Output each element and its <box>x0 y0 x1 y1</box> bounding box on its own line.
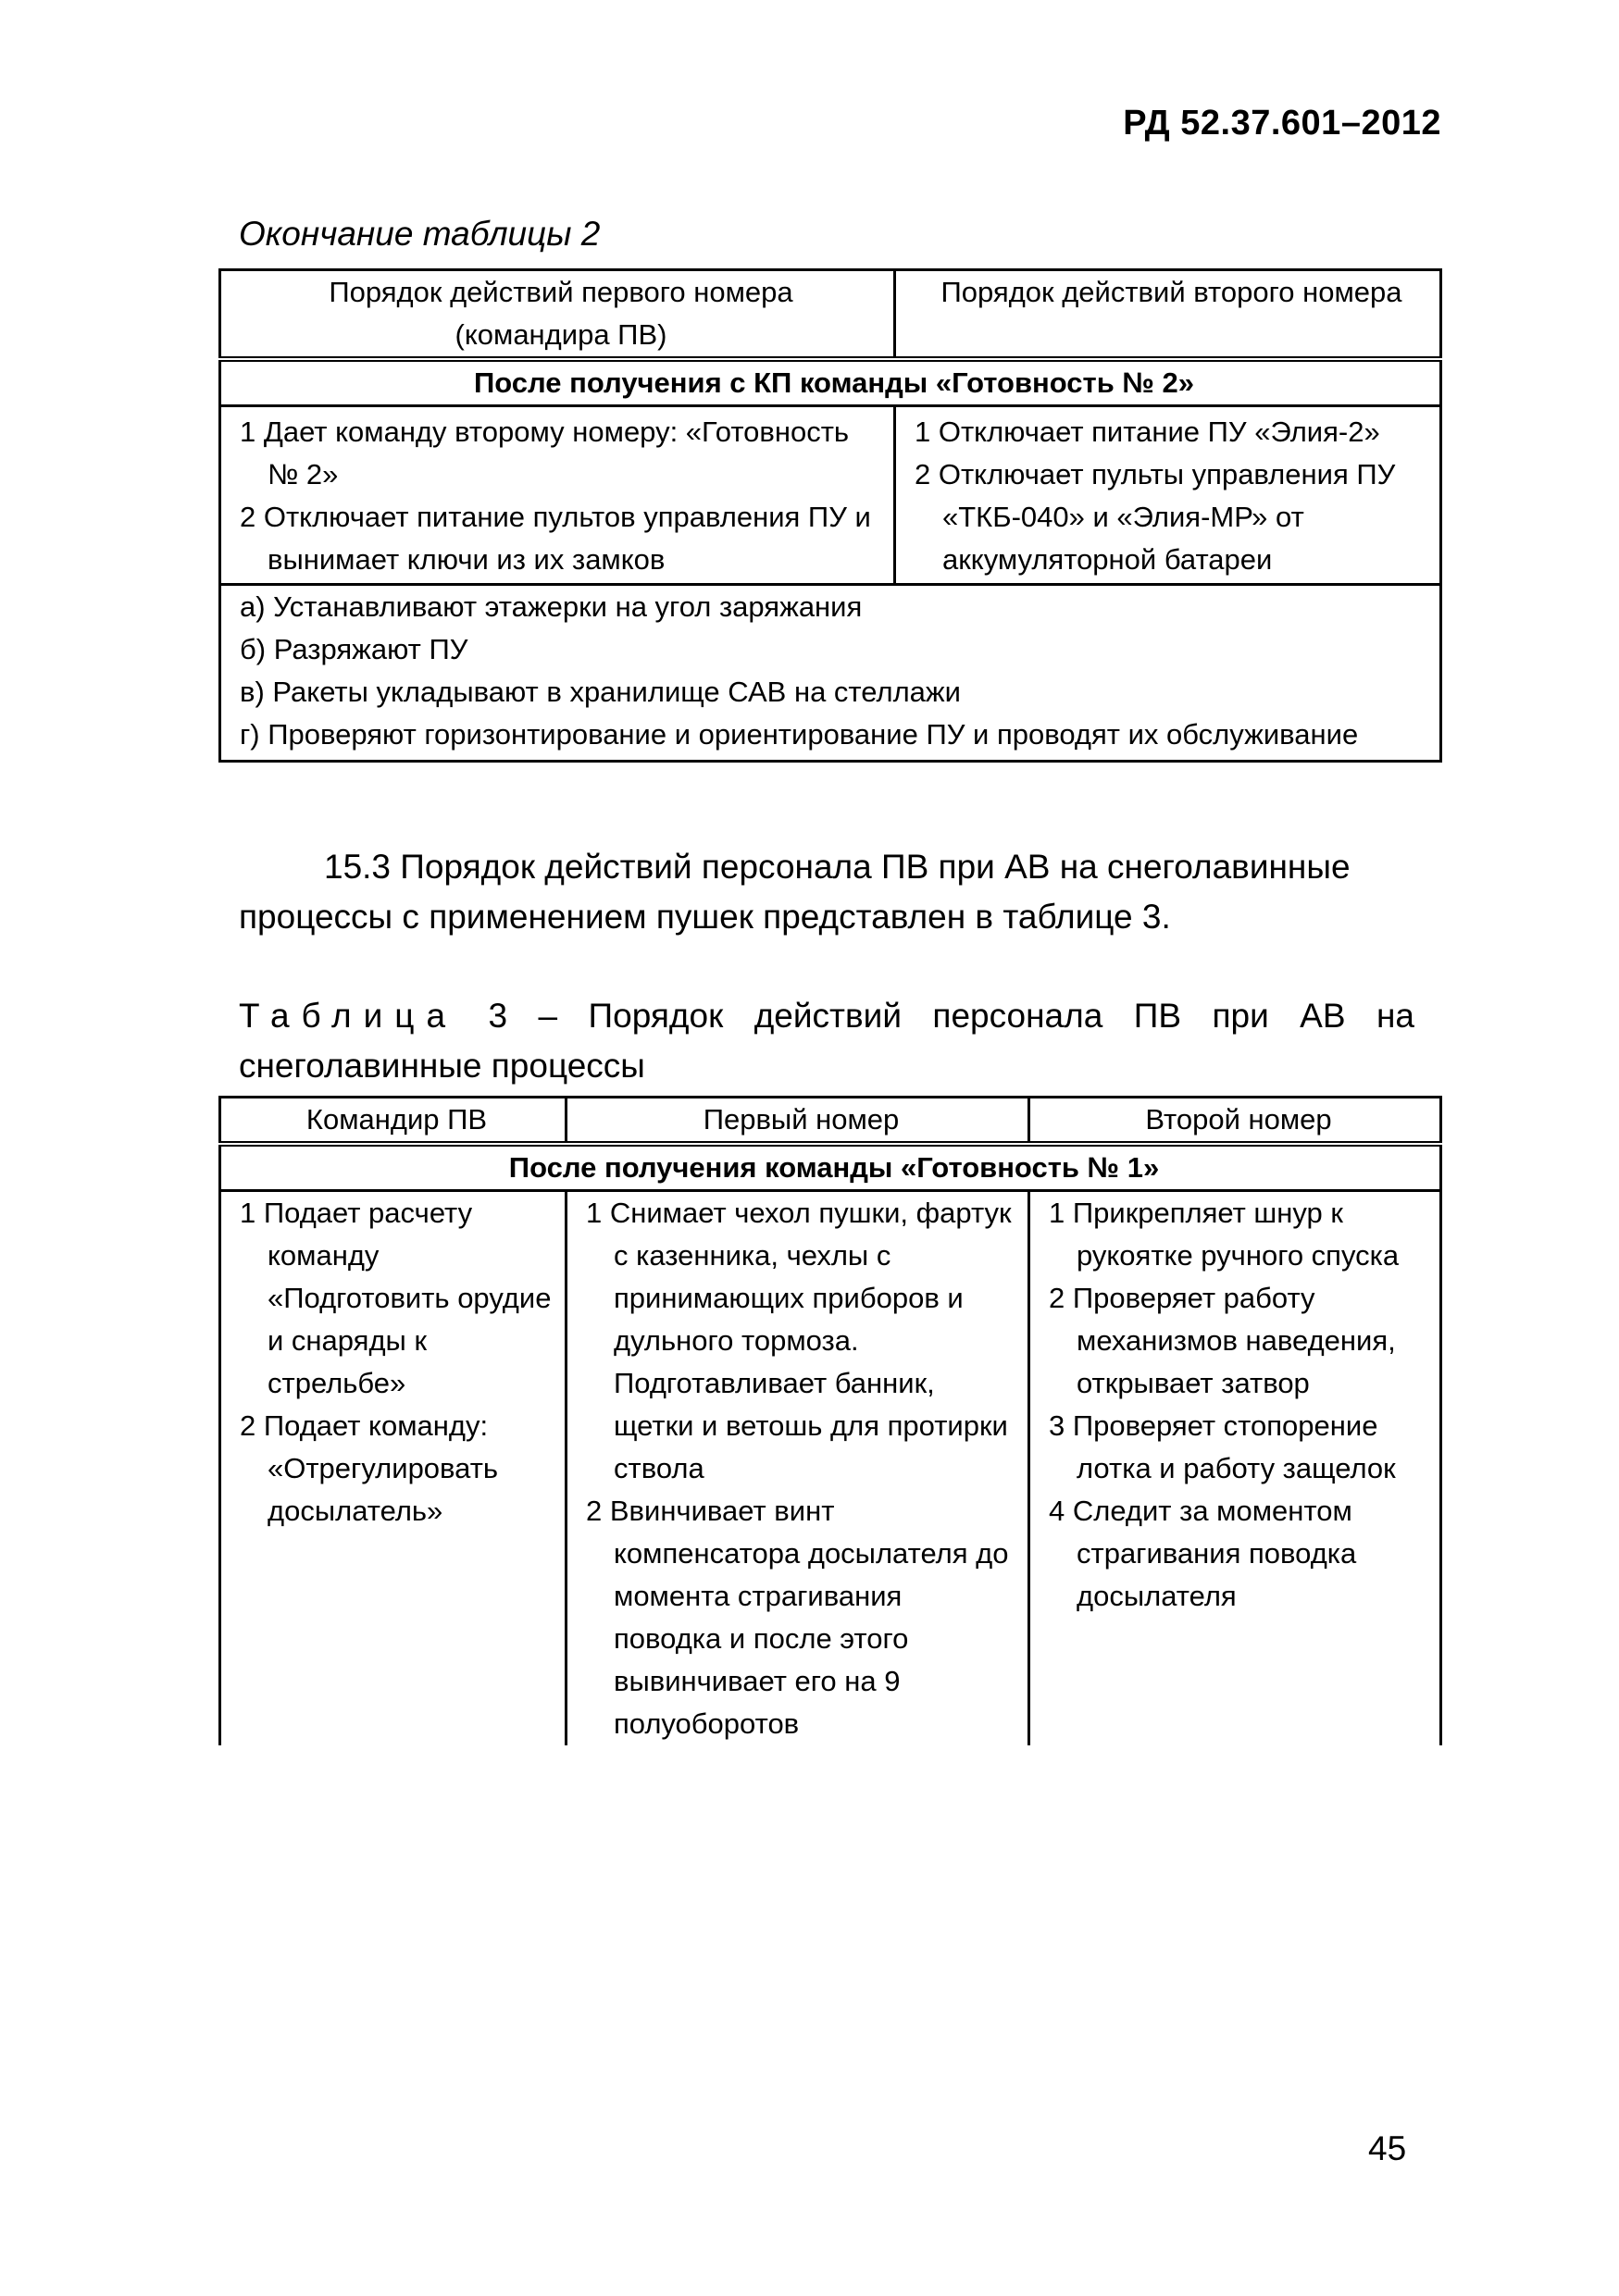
table-3 <box>218 1096 1442 1745</box>
table3-header-col2: Первый номер <box>567 1098 1029 1145</box>
table2-header-col1-line2: (командира ПВ) <box>455 318 667 351</box>
page-number: 45 <box>1368 2129 1407 2167</box>
table3-body-row <box>220 1191 1441 1746</box>
table2-header-col1-line1: Порядок действий первого номера <box>329 276 793 308</box>
table2-section-title: После получения с КП команды «Готовность № 2» <box>220 359 1441 406</box>
list-item: 2 Ввинчивает винт компенсатора досылателя до момента страгивания поводка и после этого вывинчивает его на 9 полуоборотов <box>586 1495 1009 1740</box>
table2-continuation-caption: Окончание таблицы 2 <box>239 215 601 253</box>
list-item: г) Проверяют горизонтирование и ориентирование ПУ и проводят их обслуживание <box>240 718 1359 751</box>
list-item: 3 Проверяет стопорение лотка и работу защелок <box>1049 1409 1396 1484</box>
table3-col1-cell <box>220 1191 567 1746</box>
table2-col1-cell <box>220 406 895 585</box>
table2-section-row <box>220 359 1441 406</box>
table3-caption-text: 3 – Порядок действий персонала ПВ при АВ на снеголавинные процессы <box>239 997 1414 1085</box>
table3-section-title: После получения команды «Готовность № 1» <box>220 1144 1441 1191</box>
table3-header-row <box>220 1098 1441 1145</box>
table3-header-col3: Второй номер <box>1029 1098 1441 1145</box>
list-item: а) Устанавливают этажерки на угол заряжания <box>240 590 863 623</box>
list-item: в) Ракеты укладывают в хранилище САВ на стеллажи <box>240 676 961 708</box>
table2-header-col2: Порядок действий второго номера <box>895 270 1441 360</box>
table2-joint-row <box>220 585 1441 762</box>
table2-header-row <box>220 270 1441 360</box>
table2-joint-cell <box>220 585 1441 762</box>
list-item: 2 Проверяет работу механизмов наведения, открывает затвор <box>1049 1282 1396 1399</box>
table2-col2-cell <box>895 406 1441 585</box>
list-item: 1 Прикрепляет шнур к рукоятке ручного спуска <box>1049 1197 1400 1272</box>
list-item: 1 Снимает чехол пушки, фартук с казенника, чехлы с принимающих приборов и дульного тормоза. Подготавливает банник, щетки и ветошь для протирки ствола <box>586 1197 1012 1484</box>
document-code: РД 52.37.601–2012 <box>1123 104 1441 143</box>
list-item: 2 Отключает пульты управления ПУ «ТКБ-040» и «Элия-МР» от аккумуляторной батареи <box>915 458 1396 576</box>
list-item: 1 Дает команду второму номеру: «Готовность № 2» <box>240 416 850 490</box>
table2-body-row <box>220 406 1441 585</box>
table3-header-col1: Командир ПВ <box>220 1098 567 1145</box>
table3-col3-cell <box>1029 1191 1441 1746</box>
list-item: 2 Отключает питание пультов управления ПУ и вынимает ключи из их замков <box>240 501 871 576</box>
table3-caption-label: Таблица <box>239 997 458 1035</box>
table2-header-col1 <box>220 270 895 360</box>
table3-section-row <box>220 1144 1441 1191</box>
table3-col2-cell <box>567 1191 1029 1746</box>
table-2 <box>218 268 1442 763</box>
list-item: 2 Подает команду: «Отрегулировать досылатель» <box>240 1409 499 1527</box>
table3-caption <box>239 991 1414 1091</box>
list-item: б) Разряжают ПУ <box>240 633 468 665</box>
list-item: 1 Подает расчету команду «Подготовить орудие и снаряды к стрельбе» <box>240 1197 552 1399</box>
list-item: 1 Отключает питание ПУ «Элия-2» <box>915 416 1380 448</box>
paragraph-15-3: 15.3 Порядок действий персонала ПВ при АВ на снеголавинные процессы с применением пушек представлен в таблице 3. <box>239 848 1351 936</box>
list-item: 4 Следит за моментом страгивания поводка досылателя <box>1049 1495 1357 1612</box>
